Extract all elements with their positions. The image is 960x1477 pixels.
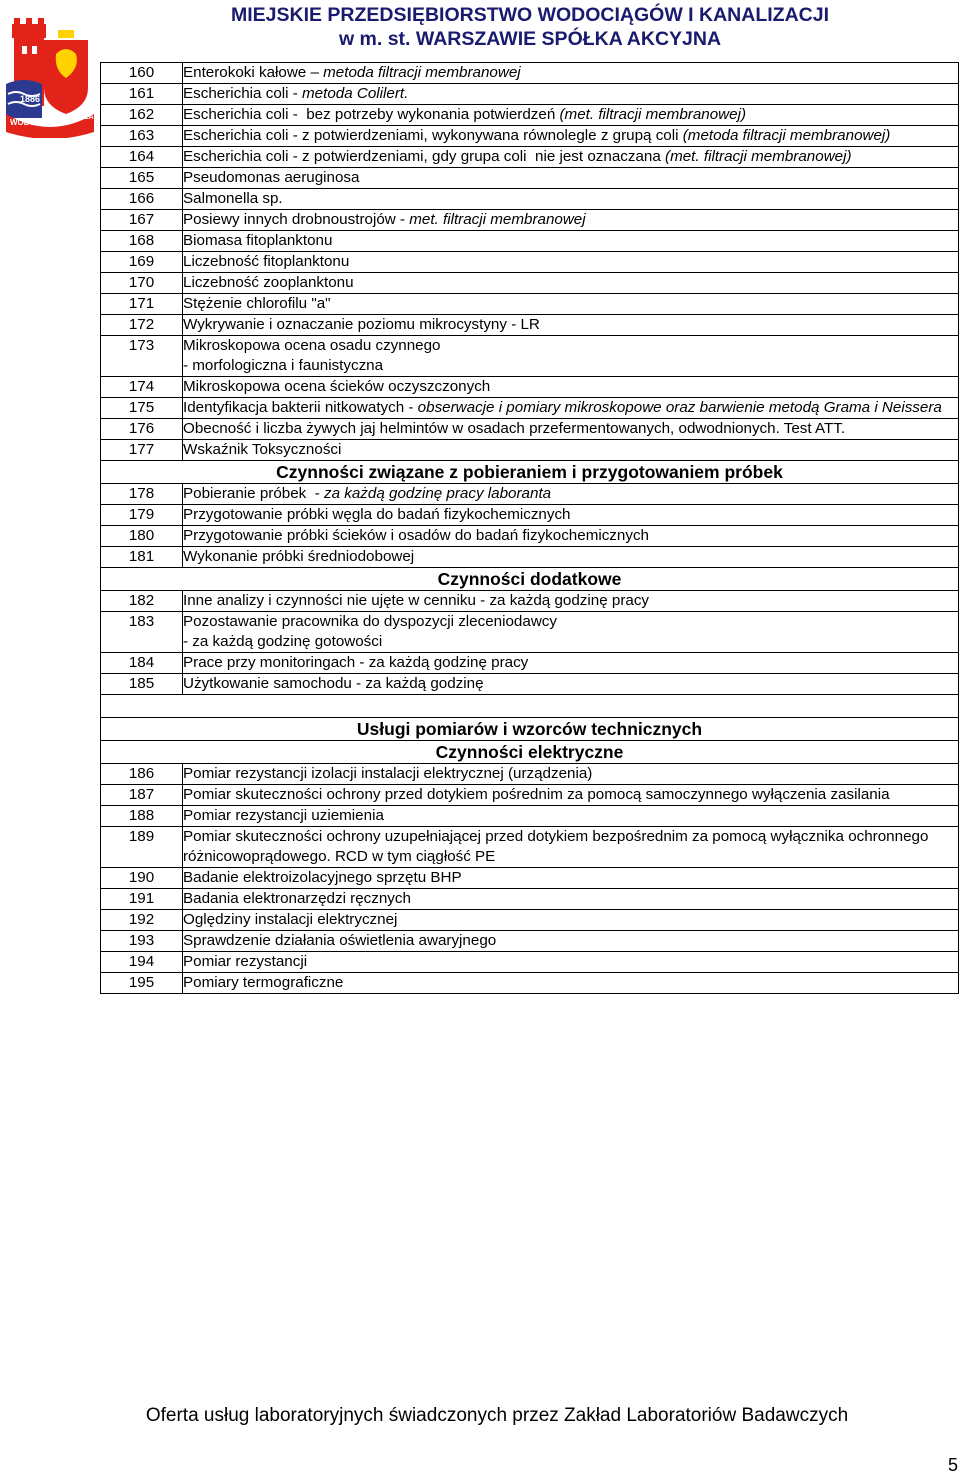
section-header-row [101,741,959,764]
description-text: Wykrywanie i oznaczanie poziomu mikrocystyny - LR [183,316,540,333]
row-description [183,252,959,273]
row-description [183,105,959,126]
row-description [183,126,959,147]
row-description [183,547,959,568]
description-text: Pobieranie próbek - [183,485,324,502]
table-row [101,63,959,84]
row-description [183,189,959,210]
row-number: 179 [101,505,183,526]
description-italic-text: metoda Colilert. [302,85,409,102]
table-row [101,189,959,210]
row-number: 192 [101,910,183,931]
description-text: Inne analizy i czynności nie ujęte w cenniku - za każdą godzinę pracy [183,592,650,609]
description-text: Użytkowanie samochodu - za każdą godzinę [183,675,484,692]
description-text: Enterokoki kałowe – [183,64,324,81]
description-italic-text: metoda filtracji membranowej [323,64,521,81]
table-row [101,84,959,105]
row-number: 171 [101,294,183,315]
description-text: Escherichia coli - z potwierdzeniami, wykonywana równolegle z grupą coli [183,127,683,144]
row-description [183,398,959,419]
table-row [101,547,959,568]
row-number: 173 [101,336,183,377]
description-text: Prace przy monitoringach - za każdą godzinę pracy [183,654,529,671]
logo-year: 1886 [20,94,41,104]
logo-text-left: WODOCIĄGI [10,118,58,127]
section-title: Czynności dodatkowe [101,568,959,591]
row-description [183,336,959,377]
table-row [101,612,959,653]
row-number: 183 [101,612,183,653]
description-text: Obecność i liczba żywych jaj helmintów w osadach przefermentowanych, odwodnionych. Test ATT. [183,420,846,437]
table-row [101,168,959,189]
row-description [183,910,959,931]
row-description [183,785,959,806]
section-title: Czynności związane z pobieraniem i przygotowaniem próbek [101,461,959,484]
table-row [101,910,959,931]
section-title: Usługi pomiarów i wzorców technicznych [101,718,959,741]
page-number: 5 [947,1455,958,1475]
row-description [183,231,959,252]
description-text: Pomiar skuteczności ochrony przed dotykiem pośrednim za pomocą samoczynnego wyłączenia zasilania [183,786,890,803]
table-row [101,764,959,785]
row-number: 161 [101,84,183,105]
table-row [101,806,959,827]
table-row [101,674,959,695]
footer-text: Oferta usług laboratoryjnych świadczonych przez Zakład Laboratoriów Badawczych [145,1405,849,1426]
row-description [183,273,959,294]
blank-cell [101,695,959,718]
row-number: 169 [101,252,183,273]
description-italic-text: obserwacje i pomiary mikroskopowe oraz barwienie metodą Grama i Neissera [417,399,942,416]
description-text: Escherichia coli - bez potrzeby wykonania potwierdzeń [183,106,560,123]
table-row [101,315,959,336]
description-text: Pomiary termograficzne [183,974,344,991]
section-header-row [101,568,959,591]
table-row [101,505,959,526]
table-row [101,273,959,294]
description-italic-text: (met. filtracji membranowej) [665,148,852,165]
row-description [183,147,959,168]
row-description [183,315,959,336]
row-number: 181 [101,547,183,568]
row-number: 162 [101,105,183,126]
row-number: 167 [101,210,183,231]
row-number: 180 [101,526,183,547]
row-number: 194 [101,952,183,973]
description-text: Badania elektronarzędzi ręcznych [183,890,411,907]
row-description [183,484,959,505]
row-number: 163 [101,126,183,147]
table-row [101,526,959,547]
row-description [183,612,959,653]
table-row [101,419,959,440]
description-italic-text: (metoda filtracji membranowej) [682,127,891,144]
description-text: Wskaźnik Toksyczności [183,441,342,458]
description-text: Badanie elektroizolacyjnego sprzętu BHP [183,869,462,886]
row-number: 166 [101,189,183,210]
row-number: 190 [101,868,183,889]
row-description [183,952,959,973]
table-row [101,231,959,252]
table-row [101,785,959,806]
table-row [101,973,959,994]
description-text: Stężenie chlorofilu "a" [183,295,331,312]
row-description [183,868,959,889]
row-description [183,674,959,695]
description-text: Liczebność fitoplanktonu [183,253,350,270]
row-number: 178 [101,484,183,505]
description-text: Biomasa fitoplanktonu [183,232,333,249]
table-row [101,952,959,973]
company-name-line1: MIEJSKIE PRZEDSIĘBIORSTWO WODOCIĄGÓW I KANALIZACJI [230,4,830,26]
row-number: 165 [101,168,183,189]
row-description [183,764,959,785]
description-italic-text: za każdą godzinę pracy laboranta [324,485,552,502]
table-row [101,105,959,126]
row-description [183,63,959,84]
table-row [101,931,959,952]
row-number: 193 [101,931,183,952]
row-description [183,806,959,827]
description-text: Escherichia coli - z potwierdzeniami, gdy grupa coli nie jest oznaczana [183,148,666,165]
table-row [101,889,959,910]
row-description [183,84,959,105]
description-text: Pomiar rezystancji izolacji instalacji elektrycznej (urządzenia) [183,765,593,782]
row-number: 185 [101,674,183,695]
row-description [183,377,959,398]
row-description [183,931,959,952]
blank-row [101,695,959,718]
row-description [183,294,959,315]
row-number: 177 [101,440,183,461]
description-text: Pomiar rezystancji uziemienia [183,807,384,824]
logo-text-right: I KANALIZACJA [54,114,108,121]
description-text: Pseudomonas aeruginosa [183,169,360,186]
row-number: 191 [101,889,183,910]
row-number: 160 [101,63,183,84]
row-number: 174 [101,377,183,398]
description-text: Wykonanie próbki średniodobowej [183,548,415,565]
row-description [183,973,959,994]
row-number: 175 [101,398,183,419]
table-row [101,294,959,315]
row-description [183,526,959,547]
table-row [101,440,959,461]
section-title: Czynności elektryczne [101,741,959,764]
mpwik-logo [4,14,108,138]
table-row [101,336,959,377]
table-row [101,827,959,868]
description-text: Escherichia coli - [183,85,303,102]
section-header-row [101,718,959,741]
table-row [101,868,959,889]
row-description [183,827,959,868]
description-text: Pomiar skuteczności ochrony uzupełniającej przed dotykiem bezpośrednim za pomocą wyłącznika ochronnego różnicowoprądowego. RCD w tym ciągłość PE [183,828,933,865]
row-number: 164 [101,147,183,168]
table-row [101,147,959,168]
row-description [183,168,959,189]
row-number: 186 [101,764,183,785]
table-row [101,126,959,147]
row-description [183,419,959,440]
description-text: Salmonella sp. [183,190,283,207]
row-description [183,505,959,526]
description-text: Oględziny instalacji elektrycznej [183,911,398,928]
services-table-body [101,63,959,994]
description-text: Sprawdzenie działania oświetlenia awaryjnego [183,932,497,949]
row-number: 176 [101,419,183,440]
description-text: Pozostawanie pracownika do dyspozycji zleceniodawcy - za każdą godzinę gotowości [183,613,557,650]
row-number: 195 [101,973,183,994]
description-italic-text: met. filtracji membranowej [409,211,586,228]
table-row [101,653,959,674]
company-name-line2: w m. st. WARSZAWIE SPÓŁKA AKCYJNA [338,28,722,50]
row-number: 188 [101,806,183,827]
description-text: Pomiar rezystancji [183,953,308,970]
row-number: 184 [101,653,183,674]
row-description [183,653,959,674]
description-text: Przygotowanie próbki węgla do badań fizykochemicznych [183,506,571,523]
table-row [101,252,959,273]
row-description [183,440,959,461]
table-row [101,398,959,419]
description-italic-text: (met. filtracji membranowej) [559,106,747,123]
row-number: 189 [101,827,183,868]
description-text: Posiewy innych drobnoustrojów - [183,211,410,228]
row-number: 168 [101,231,183,252]
row-number: 170 [101,273,183,294]
row-description [183,591,959,612]
row-number: 187 [101,785,183,806]
services-price-table [100,62,959,994]
row-description [183,889,959,910]
description-text: Mikroskopowa ocena osadu czynnego - morfologiczna i faunistyczna [183,337,441,374]
table-row [101,591,959,612]
row-number: 182 [101,591,183,612]
description-text: Mikroskopowa ocena ścieków oczyszczonych [183,378,491,395]
section-header-row [101,461,959,484]
row-number: 172 [101,315,183,336]
table-row [101,484,959,505]
description-text: Liczebność zooplanktonu [183,274,354,291]
description-text: Identyfikacja bakterii nitkowatych - [183,399,418,416]
table-row [101,210,959,231]
description-text: Przygotowanie próbki ścieków i osadów do badań fizykochemicznych [183,527,649,544]
table-row [101,377,959,398]
row-description [183,210,959,231]
